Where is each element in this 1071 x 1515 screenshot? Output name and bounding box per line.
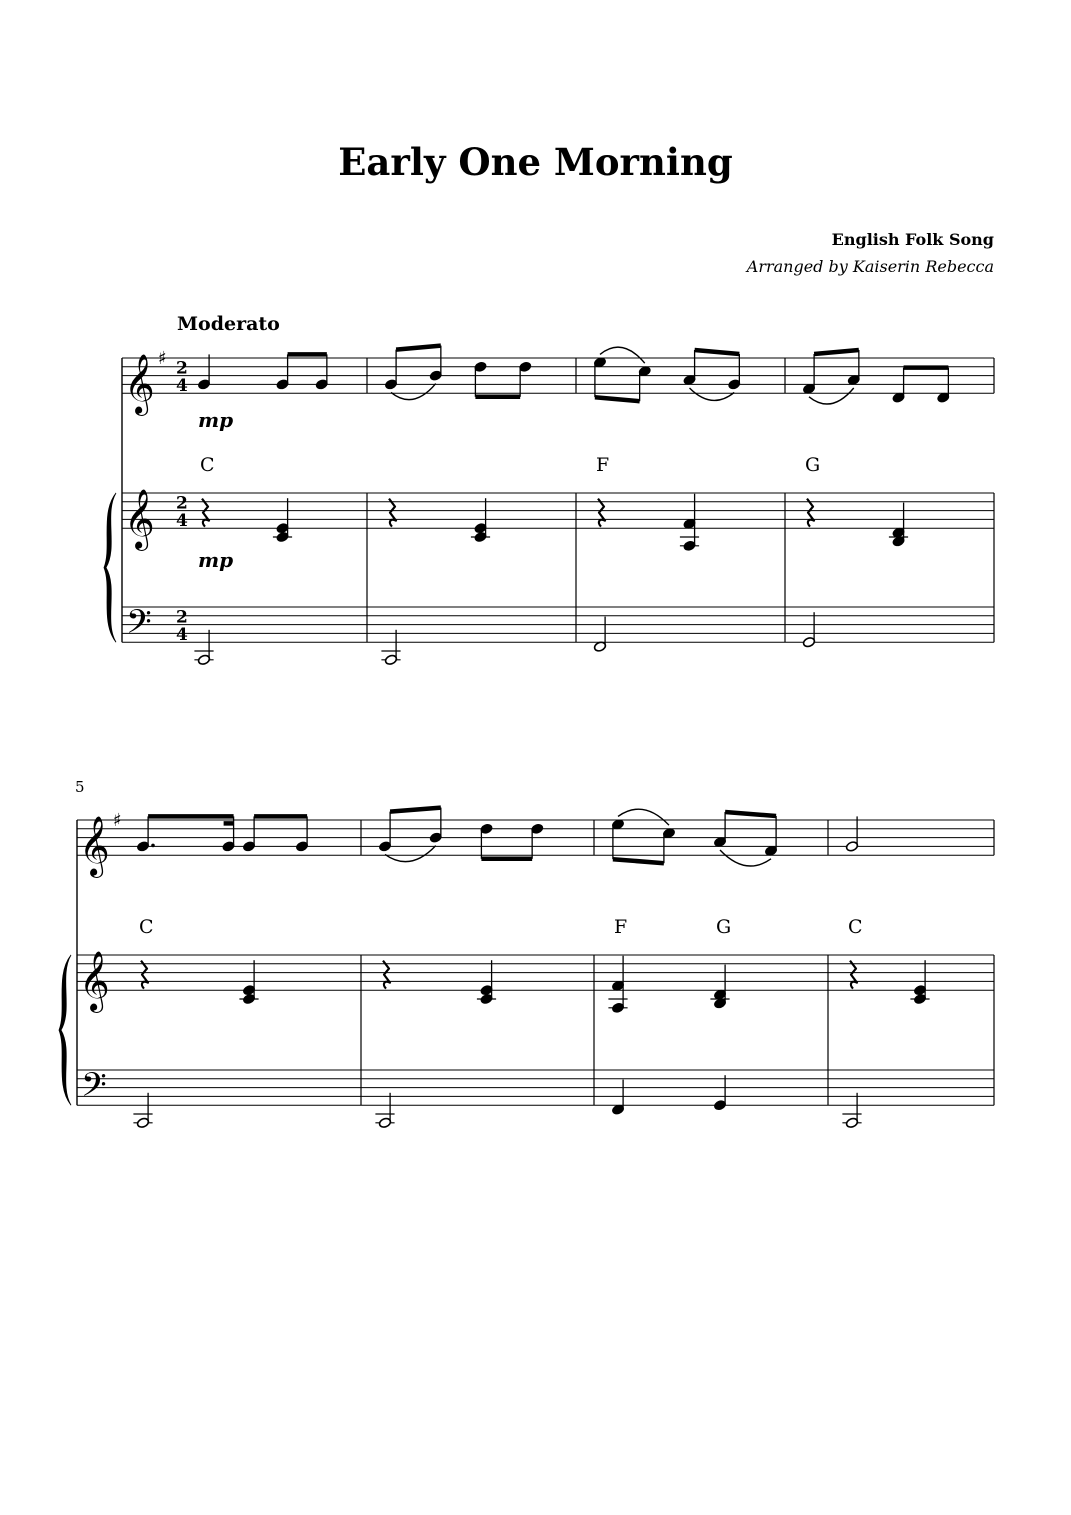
score-title: Early One Morning (338, 140, 733, 184)
chord-symbol: C (139, 916, 154, 938)
slur (391, 384, 436, 400)
slur (809, 388, 854, 404)
quarter-rest (202, 499, 209, 527)
note-beam (814, 350, 859, 354)
quarter-rest (383, 961, 390, 989)
quarter-rest (807, 499, 814, 527)
bass-clef-icon: 𝄢 (81, 1066, 107, 1113)
piano-brace (59, 955, 71, 1105)
treble-clef-icon: 𝄞 (79, 816, 110, 877)
time-signature-top: 2 (176, 493, 188, 514)
time-signature-bottom: 4 (176, 376, 188, 397)
slur (385, 846, 436, 862)
quarter-rest (389, 499, 396, 527)
chord-symbol: G (805, 454, 821, 476)
chord-symbol: F (596, 454, 610, 476)
note-beam (595, 397, 640, 401)
time-signature-bottom: 4 (176, 625, 188, 646)
slur (600, 347, 645, 363)
time-signature-top: 2 (176, 358, 188, 379)
note-beam (390, 808, 441, 812)
note-beam (396, 346, 441, 350)
chord-symbol: C (848, 916, 863, 938)
augmentation-dot (151, 844, 155, 848)
treble-clef-icon: 𝄞 (79, 951, 110, 1012)
arranger-credit: Arranged by Kaiserin Rebecca (746, 257, 994, 276)
note-beam (725, 812, 776, 816)
chord-symbol: G (716, 916, 732, 938)
treble-clef-icon: 𝄞 (124, 489, 155, 550)
dynamic-marking-melody: mp (198, 408, 234, 433)
treble-clef-icon: 𝄞 (124, 354, 155, 415)
quarter-rest (850, 961, 857, 989)
composer-credit: English Folk Song (831, 230, 994, 249)
time-signature-bottom: 4 (176, 511, 188, 532)
piano-brace (104, 493, 116, 642)
tempo-marking: Moderato (177, 313, 280, 335)
slur (690, 388, 735, 400)
time-signature-top: 2 (176, 607, 188, 628)
note-beam (613, 859, 664, 863)
quarter-rest (141, 961, 148, 989)
slur (618, 809, 669, 825)
bass-clef-icon: 𝄢 (126, 603, 152, 650)
note-beam (695, 350, 740, 354)
measure-number: 5 (75, 778, 85, 796)
key-sharp-icon: ♯ (158, 348, 167, 369)
slur (720, 850, 771, 866)
dynamic-marking-piano: mp (198, 548, 234, 573)
chord-symbol: C (200, 454, 215, 476)
key-sharp-icon: ♯ (113, 810, 122, 831)
quarter-rest (598, 499, 605, 527)
chord-symbol: F (614, 916, 628, 938)
